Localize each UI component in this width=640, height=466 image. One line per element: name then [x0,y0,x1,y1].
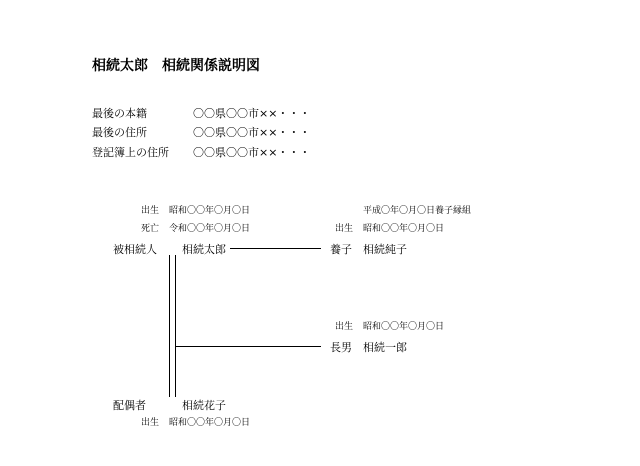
info-label-jusho: 最後の住所 [92,126,147,139]
decedent-birth-date: 昭和〇〇年〇月〇日 [169,206,251,216]
decedent-death-date: 令和〇〇年〇月〇日 [169,224,251,234]
eldest-son-birth-date: 昭和〇〇年〇月〇日 [363,322,445,332]
info-value-honseki: 〇〇県〇〇市××・・・ [193,107,311,120]
document-title: 相続太郎 相続関係説明図 [92,58,260,74]
adopted-child-role: 養子 [330,243,352,256]
info-label-registry-address: 登記簿上の住所 [92,146,169,159]
eldest-son-role: 長男 [330,341,352,354]
adopted-child-adoption-note: 平成〇年〇月〇日養子縁組 [363,206,472,216]
decedent-role: 被相続人 [113,243,157,256]
decedent-death-label: 死亡 [141,224,160,234]
decedent-birth-label: 出生 [141,206,160,216]
adopted-child-birth-label: 出生 [335,224,354,234]
info-value-registry-address: 〇〇県〇〇市××・・・ [193,146,311,159]
spouse-birth-label: 出生 [141,418,160,428]
eldest-son-name: 相続一郎 [363,341,407,354]
info-label-honseki: 最後の本籍 [92,107,147,120]
adopted-child-birth-date: 昭和〇〇年〇月〇日 [363,224,445,234]
spouse-role: 配偶者 [113,399,146,412]
info-value-jusho: 〇〇県〇〇市××・・・ [193,126,311,139]
child-connector-line [175,346,321,347]
adoption-connector-line [230,248,321,249]
adopted-child-name: 相続純子 [363,243,407,256]
spouse-name: 相続花子 [182,399,226,412]
spouse-birth-date: 昭和〇〇年〇月〇日 [169,418,251,428]
eldest-son-birth-label: 出生 [335,322,354,332]
marriage-line-left [169,255,170,397]
marriage-line-right [175,255,176,397]
decedent-name: 相続太郎 [182,243,226,256]
